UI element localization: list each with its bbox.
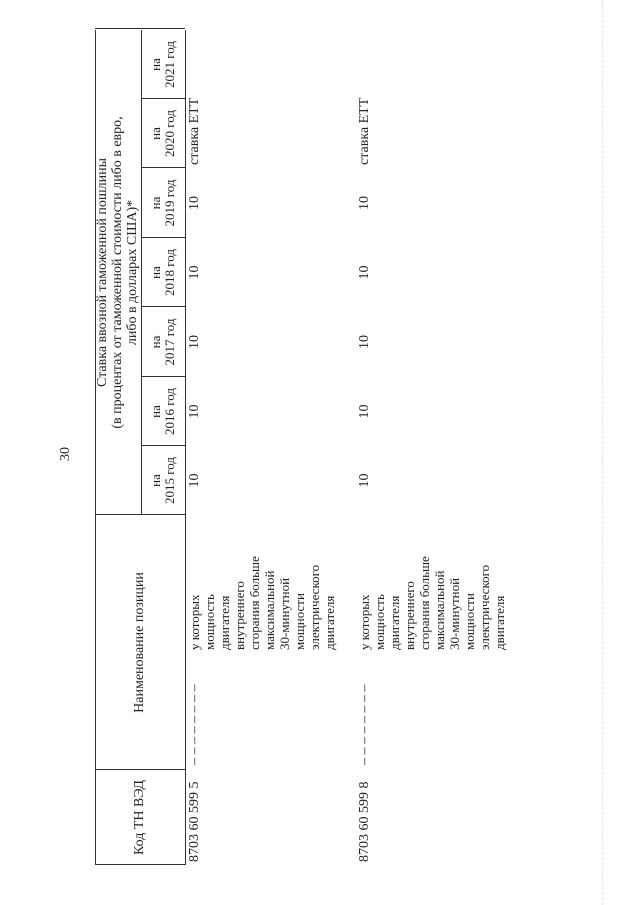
header-year-2015: на 2015 год — [148, 457, 177, 504]
row-1-value-2019: 10 — [187, 196, 202, 210]
row-2-value-2016: 10 — [357, 404, 372, 419]
row-2-note: ставка ЕТТ — [357, 97, 372, 165]
header-year-2019: на 2019 год — [148, 179, 177, 227]
row-2-value-2019: 10 — [357, 196, 372, 210]
row-1-name: у которых мощность двигателя внутреннего сгорания больше максимальной 30-минутной мощности электрического двигателя — [187, 556, 337, 650]
rate-subheader-line — [141, 30, 142, 515]
header-code: Код ТН ВЭД — [132, 780, 147, 855]
header-year-2018: на 2018 год — [148, 249, 177, 296]
header-rate-title-line-1: Ставка ввозной таможенной пошлины — [95, 157, 110, 388]
header-year-2020: на 2020 год — [148, 110, 177, 157]
row-1-value-2016: 10 — [187, 404, 202, 419]
header-rate-title-line-2: (в процентах от таможенной стоимости либо в евро, — [110, 116, 125, 429]
page-fold-line — [602, 0, 603, 905]
header-rate-title-line-3: либо в долларах США)* — [125, 199, 140, 346]
row-1-note: ставка ЕТТ — [187, 97, 202, 165]
row-2-name: у которых мощность двигателя внутреннего сгорания больше максимальной 30-минутной мощности электрического двигателя — [357, 556, 507, 650]
row-2-value-2015: 10 — [357, 473, 372, 488]
header-name: Наименование позиции — [132, 572, 147, 713]
row-2-value-2018: 10 — [357, 265, 372, 280]
header-year-2016: на 2016 год — [148, 388, 177, 435]
header-year-2017: на 2017 год — [148, 318, 177, 366]
row-1-dashes: – – – – – – – – — [187, 684, 202, 765]
row-1-value-2018: 10 — [187, 265, 202, 280]
page-number: 30 — [58, 447, 73, 461]
table-header-bottom-line — [185, 30, 186, 865]
row-1-code: 8703 60 599 5 — [187, 781, 202, 862]
row-2-code: 8703 60 599 8 — [357, 781, 372, 862]
row-2-dashes: – – – – – – – – — [357, 684, 372, 765]
row-1-value-2017: 10 — [187, 335, 202, 349]
header-year-2021: на 2021 год — [148, 41, 177, 88]
row-2-value-2017: 10 — [357, 335, 372, 349]
row-1-value-2015: 10 — [187, 473, 202, 488]
tariff-table — [95, 30, 585, 865]
